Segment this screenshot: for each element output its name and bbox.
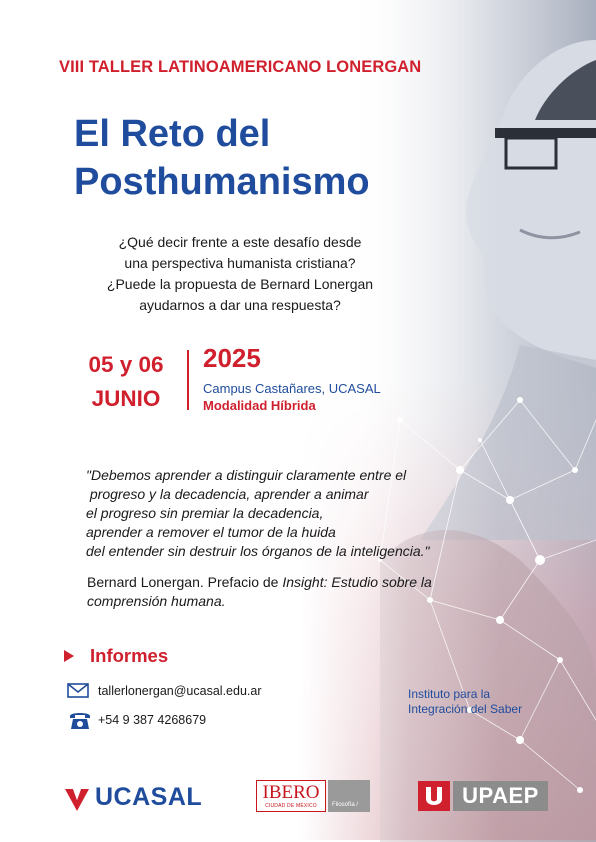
quote-line: el progreso sin premiar la decadencia, <box>86 505 324 521</box>
event-mode: Modalidad Híbrida <box>203 398 316 413</box>
event-month: JUNIO <box>91 386 161 411</box>
ucasal-wordmark: UCASAL <box>95 783 203 811</box>
citation-author: Bernard Lonergan. Prefacio de <box>87 574 283 590</box>
institute-line: Instituto para la <box>408 687 491 701</box>
contact-phone-link[interactable]: +54 9 387 4268679 <box>98 713 207 727</box>
quote-line: "Debemos aprender a distinguir claramente entre el <box>86 467 407 483</box>
institute-line: Integración del Saber <box>408 702 523 716</box>
date-divider <box>187 350 189 410</box>
intro-line: ¿Qué decir frente a este desafío desde <box>118 234 362 250</box>
mail-icon <box>67 683 89 698</box>
upaep-wordmark: UPAEP <box>462 783 539 808</box>
title-line: Posthumanismo <box>74 161 370 203</box>
intro-line: una perspectiva humanista cristiana? <box>124 255 356 271</box>
ibero-box <box>256 780 326 812</box>
title-line: El Reto del <box>74 113 271 155</box>
intro-line: ¿Puede la propuesta de Bernard Lonergan <box>106 276 374 292</box>
info-heading: Informes <box>90 645 169 666</box>
event-year: 2025 <box>203 343 261 373</box>
ibero-wordmark: IBERO <box>262 782 320 803</box>
ibero-subtitle: CIUDAD DE MÉXICO <box>265 803 317 809</box>
quote-line: del entender sin destruir los órganos de la inteligencia." <box>86 543 430 559</box>
upaep-emblem-icon <box>418 781 450 811</box>
play-arrow-icon <box>64 650 74 662</box>
event-campus: Campus Castañares, UCASAL <box>203 381 381 396</box>
upaep-box <box>453 781 548 811</box>
event-days: 05 y 06 <box>88 352 164 377</box>
intro-question <box>90 232 390 316</box>
event-date <box>74 348 178 416</box>
upaep-logo <box>418 781 548 811</box>
quote-line: progreso y la decadencia, aprender a animar <box>86 486 369 502</box>
ucasal-emblem-icon <box>64 786 90 812</box>
page-title <box>74 110 370 206</box>
lonergan-quote <box>86 466 506 561</box>
ibero-logo <box>256 780 370 812</box>
intro-line: ayudarnos a dar una respuesta? <box>139 297 341 313</box>
event-series-title: VIII TALLER LATINOAMERICANO LONERGAN <box>59 58 422 76</box>
citation-work: Insight: Estudio sobre la comprensión humana. <box>87 574 432 609</box>
telephone-icon <box>68 708 92 732</box>
quote-line: aprender a remover el tumor de la huida <box>86 524 336 540</box>
institute-name <box>408 687 522 717</box>
contact-email-link[interactable]: tallerlonergan@ucasal.edu.ar <box>98 684 262 698</box>
quote-citation <box>87 573 487 611</box>
ibero-dept: Filosofía / <box>332 802 359 808</box>
